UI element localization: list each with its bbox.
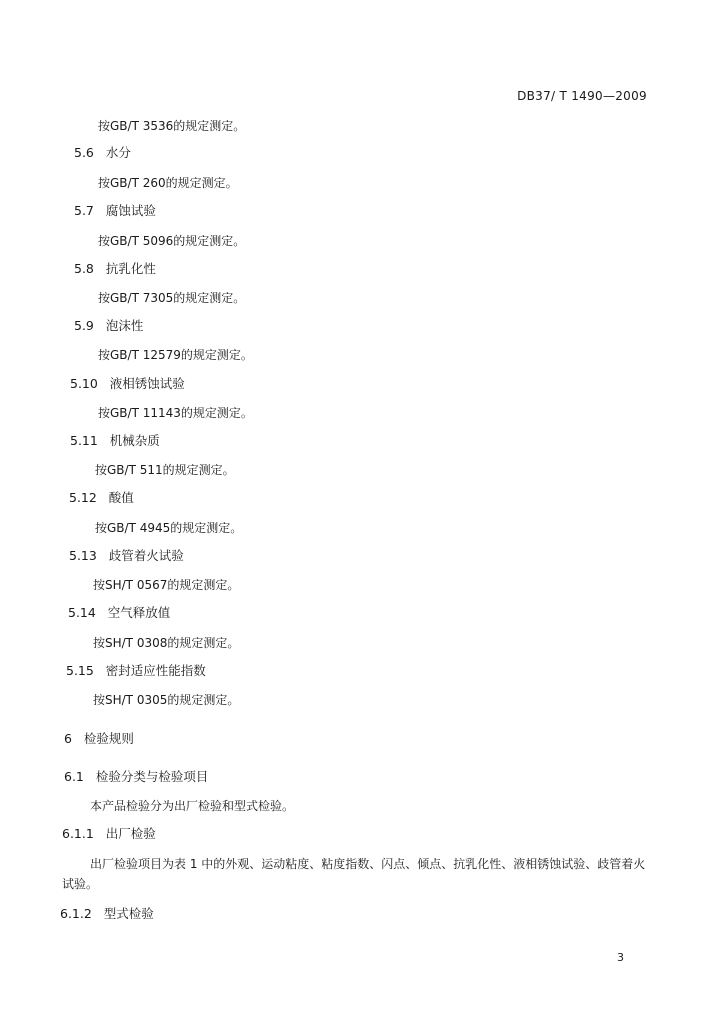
section-number: 5.7: [74, 203, 94, 218]
section-number: 6.1: [64, 769, 84, 784]
body-line-5-6: 按GB/T 260的规定测定。: [98, 176, 238, 190]
section-number: 6: [64, 731, 72, 746]
section-title: 检验分类与检验项目: [95, 769, 209, 784]
section-5-9: [74, 318, 143, 334]
section-5-7: [74, 203, 156, 219]
section-5-14: [68, 605, 170, 621]
section-number: 5.9: [74, 318, 94, 333]
section-6-1-2: [60, 906, 154, 922]
section-title: 液相锈蚀试验: [109, 376, 185, 391]
paragraph-6-1-1: 出厂检验项目为表 1 中的外观、运动粘度、粘度指数、闪点、倾点、抗乳化性、液相锈蚀试验、歧管着火试验。: [62, 857, 646, 891]
document-code-header: DB37/ T 1490—2009: [517, 89, 647, 103]
body-line-5-14: 按SH/T 0308的规定测定。: [93, 636, 240, 650]
section-5-8: [74, 261, 156, 277]
body-line-5-10: 按GB/T 11143的规定测定。: [98, 406, 253, 420]
body-line-5-11: 按GB/T 511的规定测定。: [95, 463, 235, 477]
section-number: 5.15: [66, 663, 94, 678]
section-6: [64, 731, 134, 747]
body-line-5-8: 按GB/T 7305的规定测定。: [98, 291, 246, 305]
section-5-12: [69, 490, 134, 506]
section-6-1-1: [62, 826, 156, 842]
section-number: 5.6: [74, 145, 94, 160]
section-title: 型式检验: [103, 906, 154, 921]
body-line-6-1: 本产品检验分为出厂检验和型式检验。: [90, 799, 295, 813]
body-line-5-13: 按SH/T 0567的规定测定。: [93, 578, 240, 592]
section-title: 抗乳化性: [105, 261, 156, 276]
body-line-5-7: 按GB/T 5096的规定测定。: [98, 234, 246, 248]
section-5-13: [69, 548, 184, 564]
section-title: 机械杂质: [109, 433, 160, 448]
section-5-6: [74, 145, 131, 161]
section-title: 密封适应性能指数: [105, 663, 206, 678]
section-title: 检验规则: [83, 731, 134, 746]
section-number: 5.13: [69, 548, 97, 563]
page-number: 3: [617, 951, 624, 964]
body-line-5-12: 按GB/T 4945的规定测定。: [95, 521, 243, 535]
body-line-5-5: 按GB/T 3536的规定测定。: [98, 119, 246, 133]
section-number: 5.10: [70, 376, 98, 391]
section-number: 5.14: [68, 605, 96, 620]
section-number: 5.12: [69, 490, 97, 505]
section-number: 5.11: [70, 433, 98, 448]
section-5-15: [66, 663, 206, 679]
section-title: 水分: [105, 145, 131, 160]
section-number: 5.8: [74, 261, 94, 276]
section-title: 泡沫性: [105, 318, 144, 333]
section-title: 酸值: [108, 490, 134, 505]
body-line-5-9: 按GB/T 12579的规定测定。: [98, 348, 253, 362]
section-5-11: [70, 433, 160, 449]
section-number: 6.1.2: [60, 906, 92, 921]
section-title: 出厂检验: [105, 826, 156, 841]
section-title: 空气释放值: [107, 605, 171, 620]
section-title: 腐蚀试验: [105, 203, 156, 218]
section-5-10: [70, 376, 185, 392]
section-6-1: [64, 769, 208, 785]
section-title: 歧管着火试验: [108, 548, 184, 563]
section-number: 6.1.1: [62, 826, 94, 841]
body-line-5-15: 按SH/T 0305的规定测定。: [93, 693, 240, 707]
